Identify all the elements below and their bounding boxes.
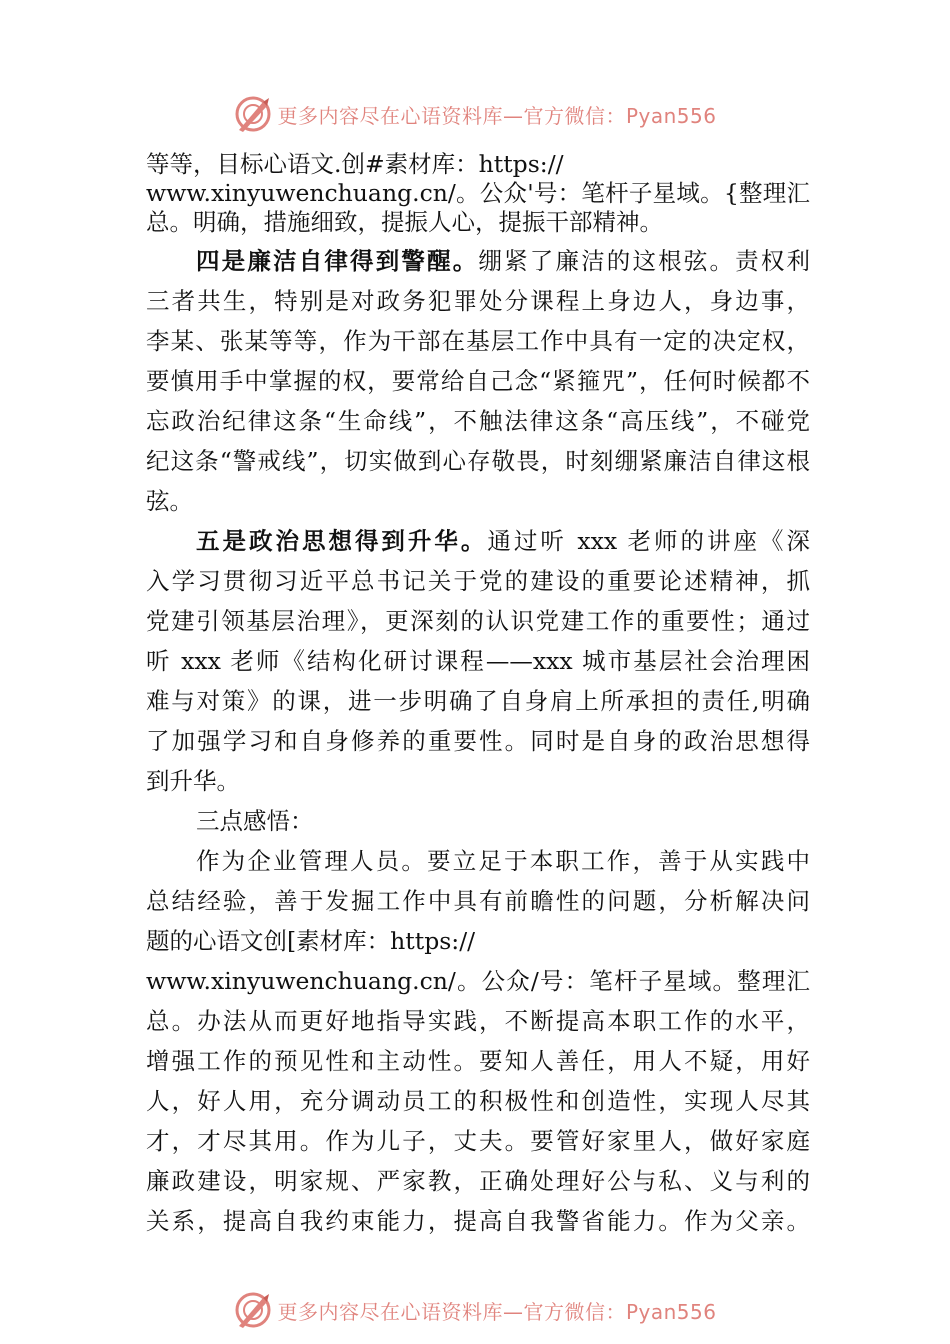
text-line: 廉政建设，明家规、严家教，正确处理好公与私、义与利的 — [146, 1167, 810, 1195]
pen-logo-icon — [233, 1290, 273, 1330]
text-line: 总结经验，善于发掘工作中具有前瞻性的问题，分析解决问 — [146, 887, 810, 915]
banner-text: 更多内容尽在心语资料库—官方微信：Pyan556 — [277, 103, 717, 128]
text-line: 等等，目标心语文.创#素材库：https:// — [146, 150, 564, 178]
text-line: 入学习贯彻习近平总书记关于党的建设的重要论述精神，抓 — [146, 567, 810, 595]
text-line: 增强工作的预见性和主动性。要知人善任，用人不疑，用好 — [146, 1047, 810, 1075]
text-line: 纪这条“警戒线”，切实做到心存敬畏，时刻绷紧廉洁自律这根 — [146, 447, 810, 475]
paragraph-text: 通过听 xxx 老师的讲座《深 — [487, 527, 811, 555]
text-line: 题的心语文创[素材库：https:// — [146, 927, 476, 955]
text-line: 了加强学习和自身修养的重要性。同时是自身的政治思想得 — [146, 727, 810, 755]
text-line: 到升华。 — [146, 767, 240, 795]
text-line: 要慎用手中掌握的权，要常给自己念“紧箍咒”，任何时候都不 — [146, 367, 810, 395]
text-line: 难与对策》的课，进一步明确了自身肩上所承担的责任,明确 — [146, 687, 810, 715]
footer-watermark-banner — [0, 1290, 950, 1330]
text-line: 才，才尽其用。作为儿子，丈夫。要管好家里人，做好家庭 — [146, 1127, 810, 1155]
banner-text: 更多内容尽在心语资料库—官方微信：Pyan556 — [277, 1299, 717, 1324]
header-watermark-banner — [0, 94, 950, 134]
text-line: 总。明确，措施细致，提振人心，提振干部精神。 — [146, 208, 663, 236]
text-line: www.xinyuwenchuang.cn/。公众/号：笔杆子星域。整理汇 — [146, 967, 810, 995]
text-line: 关系，提高自我约束能力，提高自我警省能力。作为父亲。 — [146, 1207, 810, 1235]
text-line: 总。办法从而更好地指导实践，不断提高本职工作的水平， — [146, 1007, 810, 1035]
text-line: 弦。 — [146, 487, 193, 515]
text-line: 听 xxx 老师《结构化研讨课程——xxx 城市基层社会治理困 — [146, 647, 810, 675]
pen-logo-icon — [233, 94, 273, 134]
text-line: www.xinyuwenchuang.cn/。公众'号：笔杆子星域。{整理汇 — [146, 179, 810, 207]
paragraph-first-line — [146, 521, 810, 561]
paragraph-heading: 五是政治思想得到升华。 — [196, 527, 488, 555]
text-line: 三者共生，特别是对政务犯罪处分课程上身边人，身边事， — [146, 287, 810, 315]
text-line: 人，好人用，充分调动员工的积极性和创造性，实现人尽其 — [146, 1087, 810, 1115]
text-line: 忘政治纪律这条“生命线”，不触法律这条“高压线”，不碰党 — [146, 407, 810, 435]
paragraph-text: 绷紧了廉洁的这根弦。责权利 — [478, 247, 811, 275]
paragraph-first-line: 作为企业管理人员。要立足于本职工作，善于从实践中 — [196, 847, 810, 875]
text-line: 李某、张某等等，作为干部在基层工作中具有一定的决定权， — [146, 327, 810, 355]
text-line: 党建引领基层治理》，更深刻的认识党建工作的重要性；通过 — [146, 607, 810, 635]
paragraph-first-line — [146, 241, 810, 281]
paragraph-heading: 四是廉洁自律得到警醒。 — [196, 247, 479, 275]
section-heading: 三点感悟： — [196, 807, 314, 835]
document-body — [146, 150, 810, 1241]
